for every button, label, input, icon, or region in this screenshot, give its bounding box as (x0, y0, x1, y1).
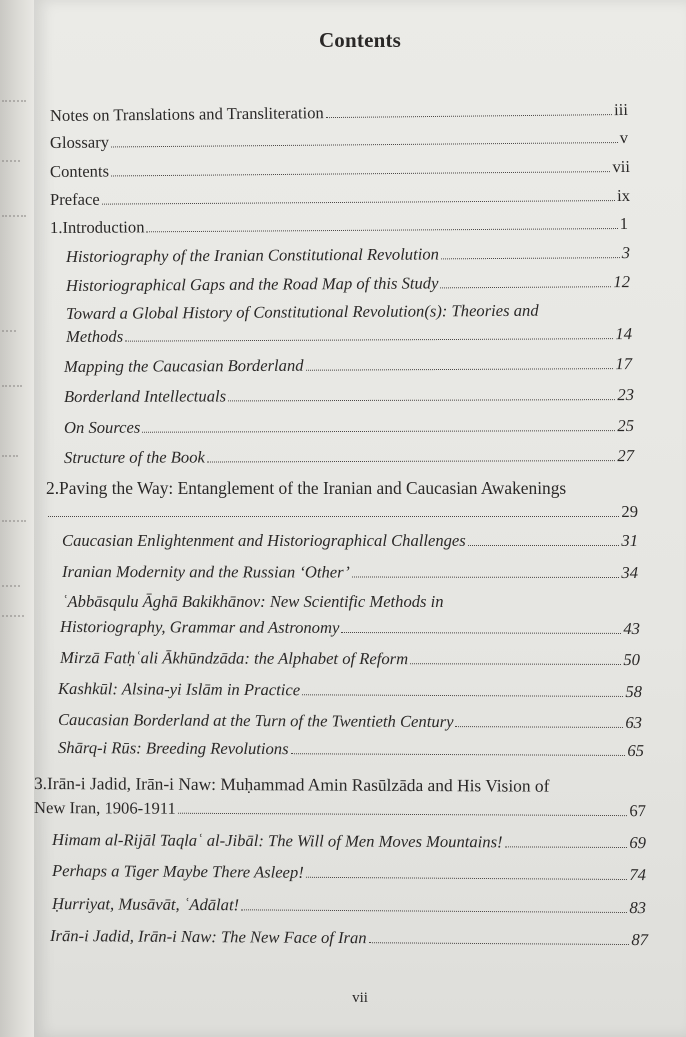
toc-entry: Caucasian Enlightenment and Historiographical Challenges 31 (62, 531, 638, 550)
toc-entry: Iranian Modernity and the Russian ‘Other’ 34 (61, 562, 639, 583)
toc-entry: Shārq-i Rūs: Breeding Revolutions 65 (57, 738, 645, 761)
toc-entry: Structure of the Book 27 (63, 446, 635, 467)
toc-entry: Historiography, Grammar and Astronomy 43 (59, 617, 641, 639)
toc-entry: Historiographical Gaps and the Road Map of this Study 12 (65, 272, 631, 295)
toc-entry: Mirzā Fatḥʿali Ākhūndzāda: the Alphabet of Reform 50 (59, 648, 641, 670)
toc-entry: Notes on Translations and Transliteration iii (49, 99, 629, 125)
book-page (34, 0, 686, 1037)
toc-entry: Kashkūl: Alsina-yi Islām in Practice 58 (57, 679, 643, 702)
contents-title: Contents (318, 28, 402, 52)
toc-entry: On Sources 25 (63, 416, 635, 437)
toc-entry: Ḥurriyat, Musāvāt, ʿAdālat! 83 (51, 894, 647, 918)
page-number: vii (352, 990, 368, 1006)
toc-entry: Borderland Intellectuals 23 (63, 385, 635, 406)
toc-entry: Glossary v (49, 127, 629, 152)
toc-entry-first-line: Toward a Global History of Constitutional Revolution(s): Theories and (65, 300, 539, 323)
toc-entry: Mapping the Caucasian Borderland 17 (63, 354, 633, 376)
toc-entry-first-line: 3.Irān-i Jadid, Irān-i Naw: Muḥammad Amin Rasūlzāda and His Vision of (33, 773, 550, 796)
toc-entry: Himam al-Rijāl Taqlaʿ al-Jibāl: The Will of Men Moves Mountains! 69 (51, 830, 647, 853)
toc-entry: Contents vii (49, 156, 631, 181)
table-of-contents (34, 0, 686, 1037)
toc-entry: New Iran, 1906-1911 67 (33, 798, 647, 821)
toc-entry: Historiography of the Iranian Constitutional Revolution 3 (65, 243, 631, 266)
toc-entry: 29 (46, 502, 638, 522)
toc-entry: 1.Introduction 1 (49, 213, 629, 237)
toc-entry: Preface ix (49, 185, 631, 209)
toc-entry-first-line: 2.Paving the Way: Entanglement of the Iranian and Caucasian Awakenings (46, 478, 567, 498)
book-gutter (0, 0, 34, 1037)
toc-entry: Perhaps a Tiger Maybe There Asleep! 74 (51, 861, 647, 885)
toc-entry: Caucasian Borderland at the Turn of the Twentieth Century 63 (57, 710, 643, 733)
toc-entry-first-line: ʿAbbāsqulu Āghā Bakikhānov: New Scientific Methods in (62, 592, 444, 611)
toc-entry: Methods 14 (65, 324, 633, 346)
toc-entry: Irān-i Jadid, Irān-i Naw: The New Face of Iran 87 (49, 926, 649, 950)
